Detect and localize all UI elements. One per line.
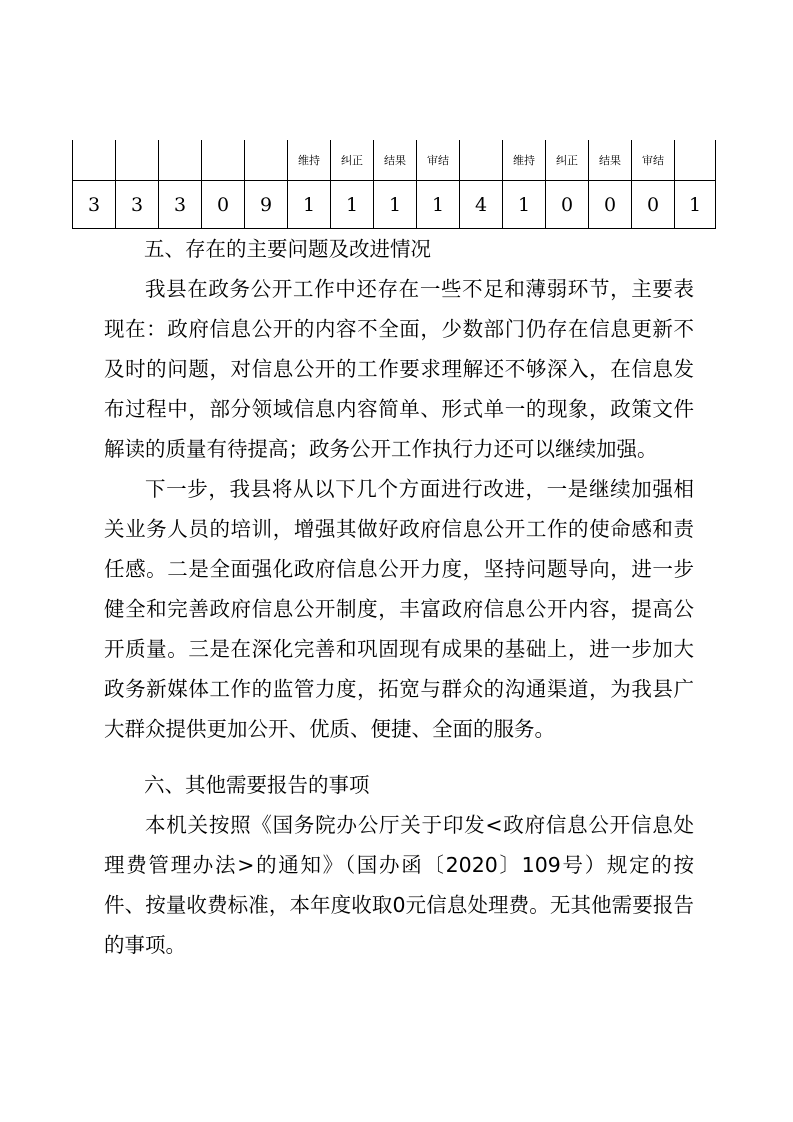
table-cell <box>675 140 716 181</box>
table-cell: 4 <box>460 181 503 229</box>
section5-paragraph-2: 下一步，我县将从以下几个方面进行改进，一是继续加强相关业务人员的培训，增强其做好政府信息公开工作的使命感和责任感。二是全面强化政府信息公开力度，坚持问题导向，进一步健全和完善政府信息公开制度，丰富政府信息公开内容，提高公开质量。三是在深化完善和巩固现有成果的基础上，进一步加大政务新媒体工作的监管力度，拓宽与群众的沟通渠道，为我县广大群众提供更加公开、优质、便捷、全面的服务。 <box>104 477 694 741</box>
table-cell: 1 <box>288 181 331 229</box>
section6-body <box>104 805 694 965</box>
table-cell: 1 <box>503 181 546 229</box>
table-cell: 1 <box>331 181 374 229</box>
table-cell: 0 <box>589 181 632 229</box>
table-cell: 1 <box>374 181 417 229</box>
statistics-table <box>72 140 716 229</box>
table-cell: 3 <box>73 181 116 229</box>
table-cell: 纠正 <box>546 140 589 181</box>
table-cell <box>116 140 159 181</box>
section6-heading: 六、其他需要报告的事项 <box>144 773 370 797</box>
table-cell: 9 <box>245 181 288 229</box>
table-cell: 0 <box>202 181 245 229</box>
table-cell: 维持 <box>503 140 546 181</box>
table-cell <box>460 140 503 181</box>
table-cell: 1 <box>417 181 460 229</box>
table-value-row <box>73 181 716 229</box>
table-cell: 0 <box>632 181 675 229</box>
table-cell: 维持 <box>288 140 331 181</box>
table-cell: 3 <box>159 181 202 229</box>
table-cell: 审结 <box>632 140 675 181</box>
table-cell <box>202 140 245 181</box>
table-cell: 1 <box>675 181 716 229</box>
section5-heading: 五、存在的主要问题及改进情况 <box>144 237 431 261</box>
table-cell: 纠正 <box>331 140 374 181</box>
table-header-row <box>73 140 716 181</box>
section6-paragraph-1: 本机关按照《国务院办公厅关于印发<政府信息公开信息处理费管理办法>的通知》（国办函〔2020〕109号）规定的按件、按量收费标准，本年度收取0元信息处理费。无其他需要报告的事项。 <box>104 813 694 957</box>
table-cell: 结果 <box>589 140 632 181</box>
table-cell <box>73 140 116 181</box>
section5-body <box>104 269 694 749</box>
table-cell: 审结 <box>417 140 460 181</box>
table-cell <box>245 140 288 181</box>
section5-paragraph-1: 我县在政务公开工作中还存在一些不足和薄弱环节，主要表现在：政府信息公开的内容不全面，少数部门仍存在信息更新不及时的问题，对信息公开的工作要求理解还不够深入，在信息发布过程中，部分领域信息内容简单、形式单一的现象，政策文件解读的质量有待提高；政务公开工作执行力还可以继续加强。 <box>104 277 694 461</box>
table-cell: 结果 <box>374 140 417 181</box>
table-cell: 0 <box>546 181 589 229</box>
table-cell: 3 <box>116 181 159 229</box>
table-cell <box>159 140 202 181</box>
